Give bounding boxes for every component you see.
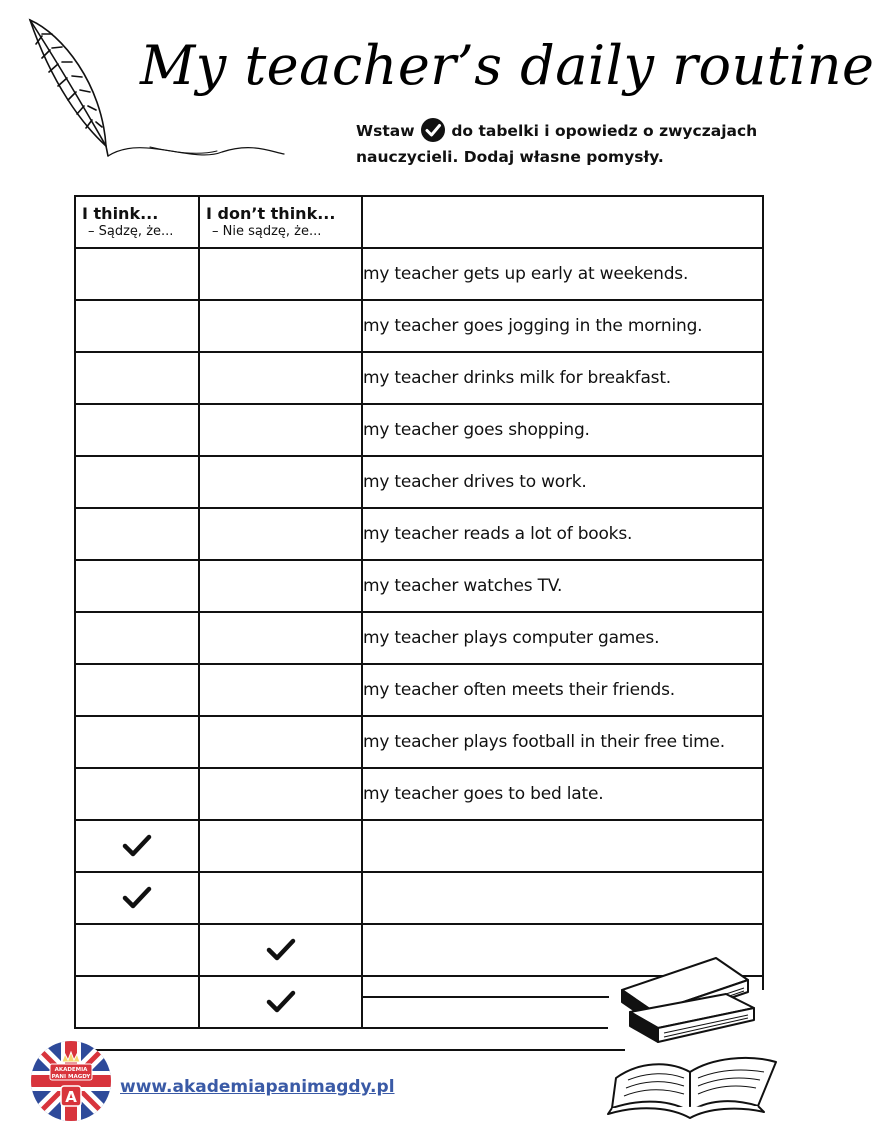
website-link[interactable]: www.akademiapanimagdy.pl: [120, 1077, 395, 1097]
table-row: [75, 768, 763, 820]
statement-cell: my teacher gets up early at weekends.: [362, 248, 763, 300]
i-think-cell[interactable]: [75, 664, 199, 716]
i-dont-think-cell[interactable]: [199, 976, 362, 1028]
i-think-cell[interactable]: [75, 456, 199, 508]
i-think-cell[interactable]: [75, 924, 199, 976]
books-icon: [608, 950, 788, 1120]
header-i-think-label: I think...: [82, 204, 159, 223]
table-row: [75, 560, 763, 612]
i-dont-think-cell[interactable]: [199, 872, 362, 924]
table-header-row: [75, 196, 763, 248]
i-think-cell[interactable]: [75, 612, 199, 664]
i-think-cell[interactable]: [75, 352, 199, 404]
instruction-part1: Wstaw: [356, 122, 415, 140]
table-row: [75, 248, 763, 300]
statement-cell: my teacher drives to work.: [362, 456, 763, 508]
table-row: [75, 456, 763, 508]
i-dont-think-cell[interactable]: [199, 820, 362, 872]
statement-cell: my teacher plays computer games.: [362, 612, 763, 664]
i-think-cell[interactable]: [75, 976, 199, 1028]
statement-cell: my teacher goes jogging in the morning.: [362, 300, 763, 352]
table-row: [75, 612, 763, 664]
header-i-think: [75, 196, 199, 248]
table-row: [75, 664, 763, 716]
header-statement: [362, 196, 763, 248]
logo-line1: AKADEMIA: [54, 1067, 88, 1073]
i-think-cell[interactable]: [75, 872, 199, 924]
instruction-text: [356, 118, 776, 170]
table-row: [75, 872, 763, 924]
i-think-cell[interactable]: [75, 300, 199, 352]
i-dont-think-cell[interactable]: [199, 300, 362, 352]
instruction-part2: do tabelki i opowiedz o zwyczajach nauczycieli. Dodaj własne pomysły.: [356, 122, 758, 166]
header-i-dont-think: [199, 196, 362, 248]
row-divider: [361, 996, 609, 998]
i-think-cell[interactable]: [75, 768, 199, 820]
page-title: My teacher’s daily routine: [140, 34, 874, 97]
statement-cell: my teacher watches TV.: [362, 560, 763, 612]
i-dont-think-cell[interactable]: [199, 716, 362, 768]
logo-letter: A: [65, 1088, 77, 1106]
table-row: [75, 352, 763, 404]
i-dont-think-cell[interactable]: [199, 248, 362, 300]
i-dont-think-cell[interactable]: [199, 924, 362, 976]
statement-cell: my teacher often meets their friends.: [362, 664, 763, 716]
table-row: [75, 716, 763, 768]
i-dont-think-cell[interactable]: [199, 560, 362, 612]
header-i-think-translation: – Sądzę, że...: [88, 224, 174, 239]
statement-cell: my teacher goes shopping.: [362, 404, 763, 456]
i-think-cell[interactable]: [75, 820, 199, 872]
i-dont-think-cell[interactable]: [199, 768, 362, 820]
table-row: [75, 820, 763, 872]
i-dont-think-cell[interactable]: [199, 404, 362, 456]
header-i-dont-think-translation: – Nie sądzę, że...: [212, 224, 322, 239]
i-dont-think-cell[interactable]: [199, 456, 362, 508]
i-think-cell[interactable]: [75, 560, 199, 612]
header-i-dont-think-label: I don’t think...: [206, 204, 336, 223]
check-icon: [122, 833, 152, 859]
feather-icon: [22, 14, 292, 164]
statement-cell: my teacher drinks milk for breakfast.: [362, 352, 763, 404]
routine-table: [74, 195, 764, 1029]
i-dont-think-cell[interactable]: [199, 664, 362, 716]
statement-cell[interactable]: [362, 820, 763, 872]
statement-cell: my teacher reads a lot of books.: [362, 508, 763, 560]
table-bottom-border: [74, 1049, 625, 1051]
i-think-cell[interactable]: [75, 716, 199, 768]
i-think-cell[interactable]: [75, 508, 199, 560]
table-row: [75, 508, 763, 560]
statement-cell[interactable]: [362, 872, 763, 924]
logo-line2: PANI MAGDY: [51, 1074, 91, 1080]
logo-flag-icon: [30, 1040, 112, 1122]
check-icon: [421, 118, 445, 142]
check-icon: [266, 937, 296, 963]
statement-cell: my teacher goes to bed late.: [362, 768, 763, 820]
check-icon: [266, 989, 296, 1015]
i-think-cell[interactable]: [75, 248, 199, 300]
check-icon: [122, 885, 152, 911]
statement-cell: my teacher plays football in their free time.: [362, 716, 763, 768]
i-dont-think-cell[interactable]: [199, 612, 362, 664]
table-row: [75, 300, 763, 352]
i-think-cell[interactable]: [75, 404, 199, 456]
i-dont-think-cell[interactable]: [199, 352, 362, 404]
i-dont-think-cell[interactable]: [199, 508, 362, 560]
table-row: [75, 404, 763, 456]
